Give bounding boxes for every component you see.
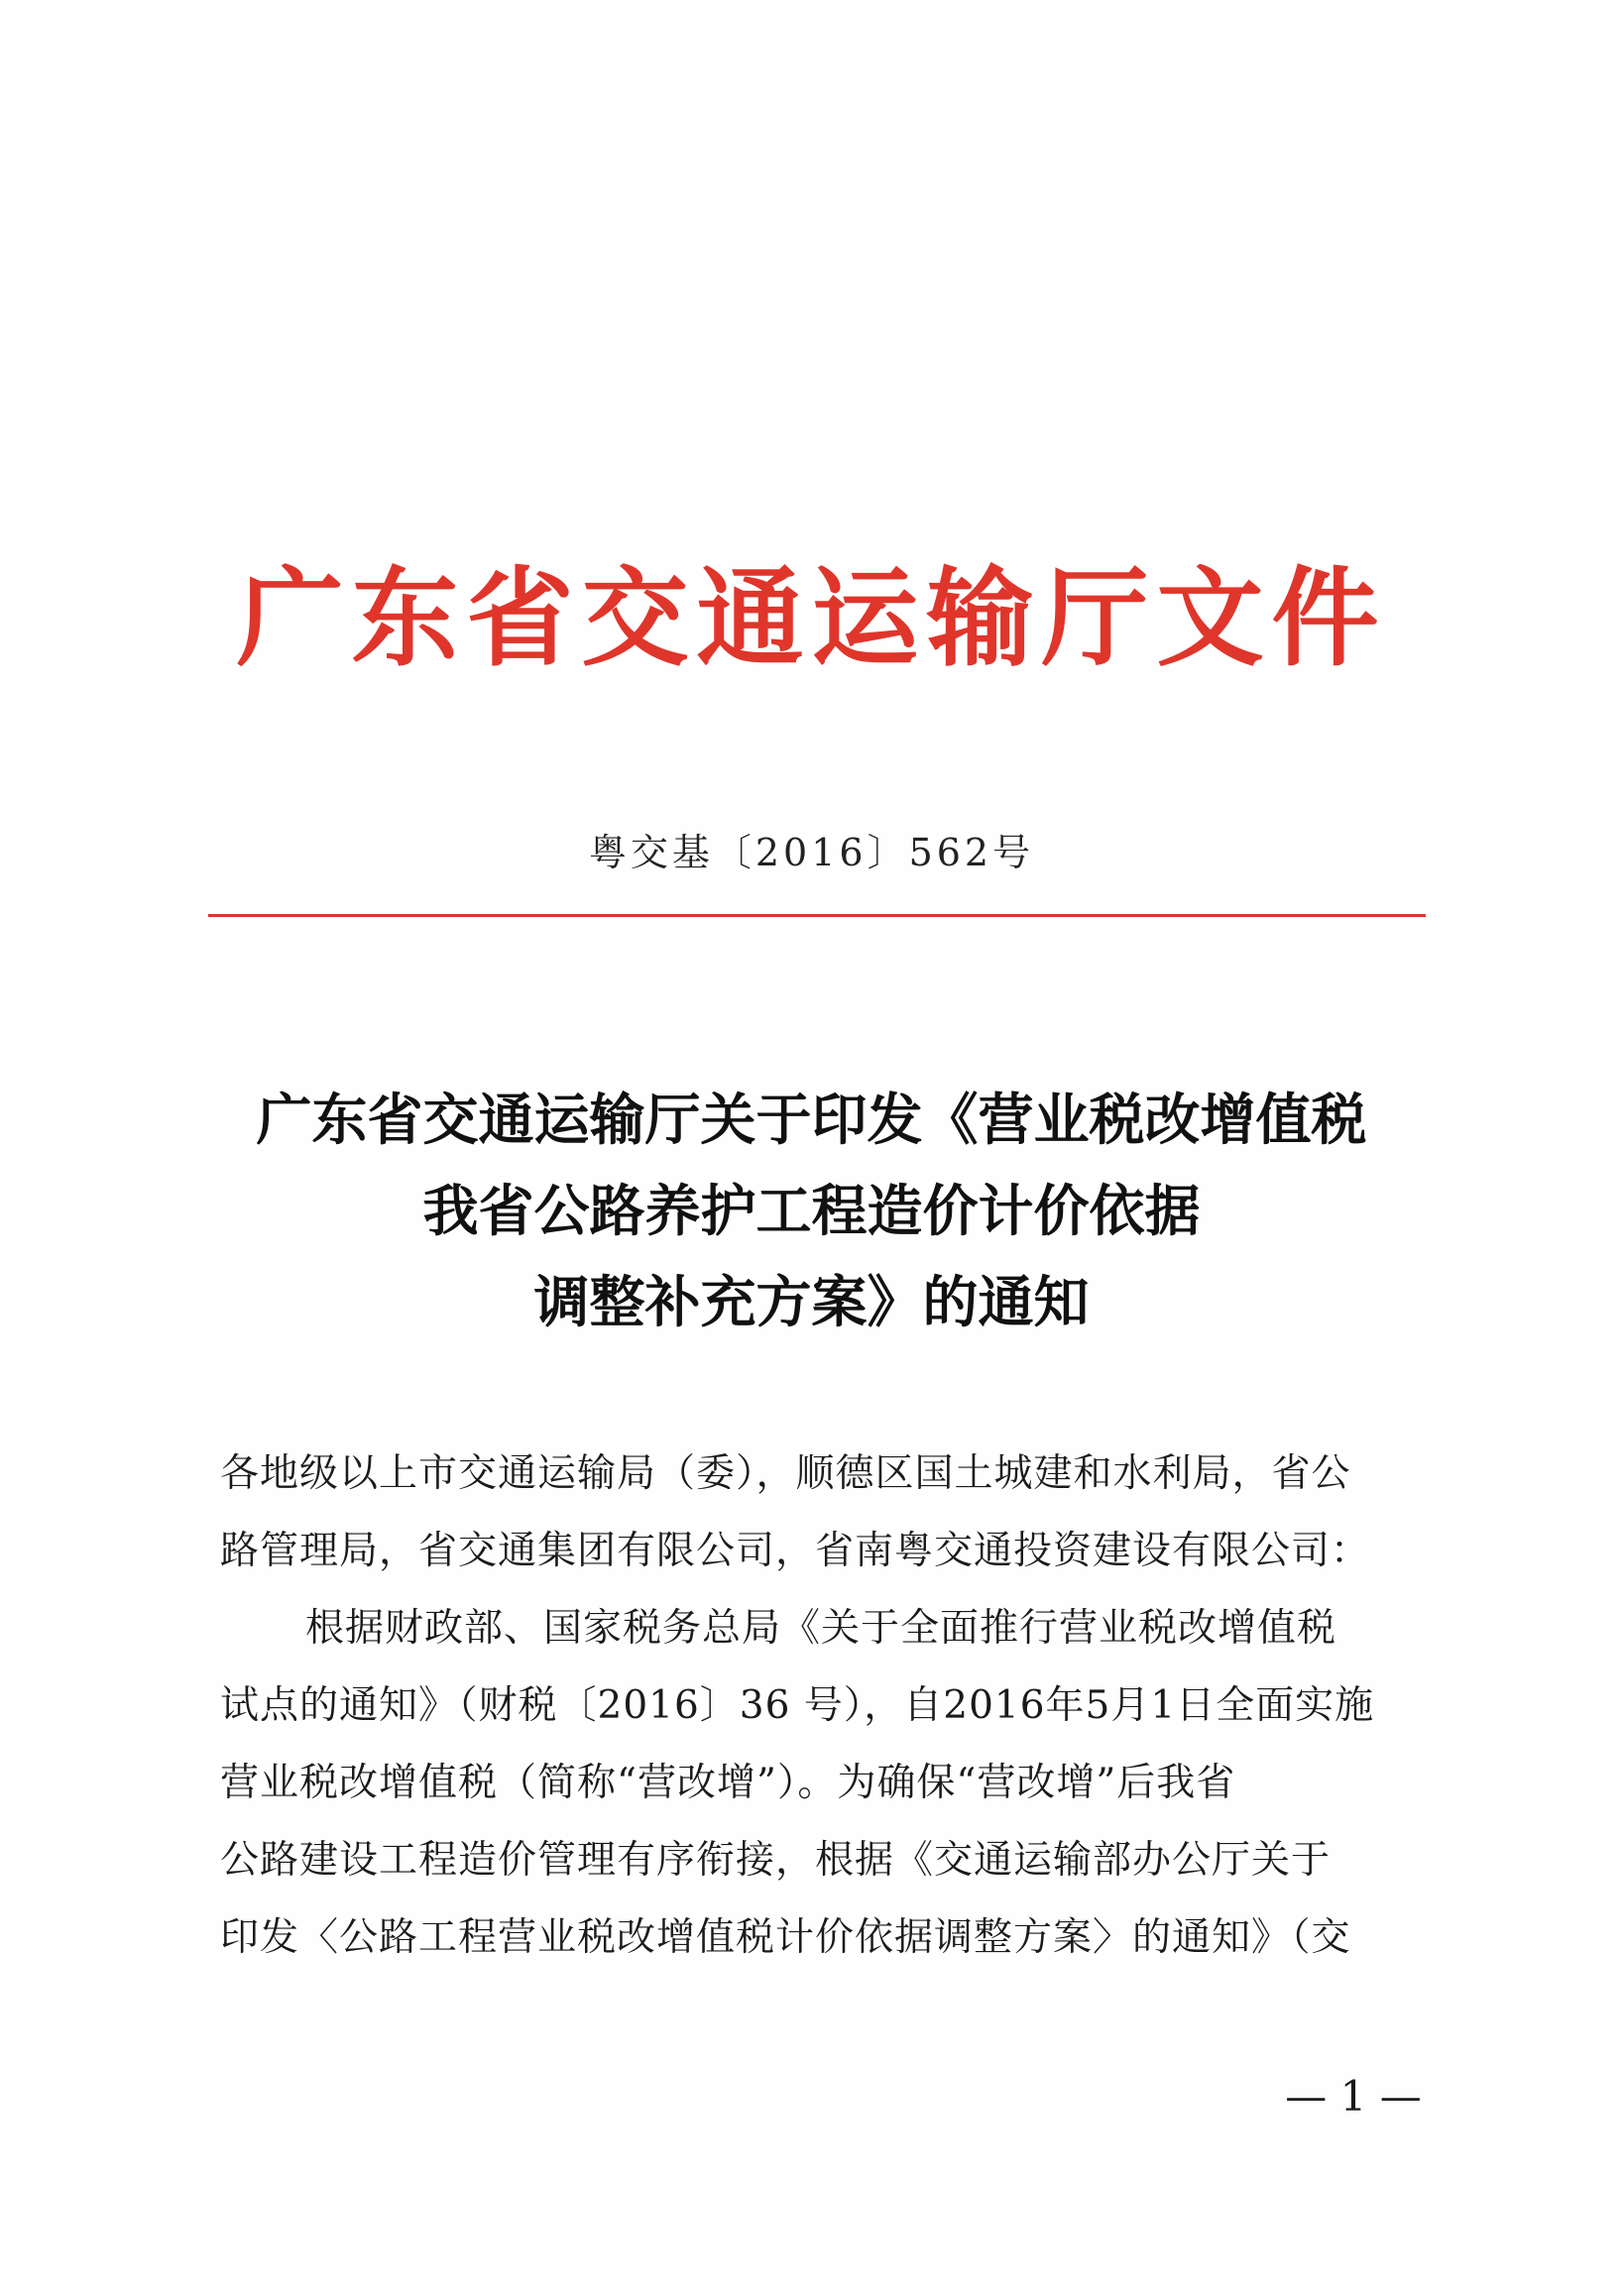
red-divider-line [208,914,1426,917]
masthead-title: 广东省交通运输厅文件 [236,557,1387,681]
body-line: 根据财政部、国家税务总局《关于全面推行营业税改增值税 [305,1606,1337,1651]
body-line: 各地级以上市交通运输局（委），顺德区国土城建和水利局，省公 [220,1451,1351,1496]
notice-title [149,1076,1474,1349]
notice-title-line-3: 调整补充方案》的通知 [533,1271,1090,1335]
document-number: 粤交基〔2016〕562号 [588,831,1035,874]
body-line: 试点的通知》（财税〔2016〕36 号），自2016年5月1日全面实施 [220,1683,1375,1728]
body-line: 公路建设工程造价管理有序衔接，根据《交通运输部办公厅关于 [220,1838,1332,1883]
body-line: 印发〈公路工程营业税改增值税计价依据调整方案〉的通知》（交 [220,1915,1351,1960]
body-line: 营业税改增值税（简称“营改增”）。为确保“营改增”后我省 [220,1761,1236,1805]
notice-title-line-1: 广东省交通运输厅关于印发《营业税改增值税 [256,1089,1367,1153]
page-number: — 1 — [1285,2072,1422,2121]
notice-title-line-2: 我省公路养护工程造价计价依据 [422,1180,1201,1244]
notice-body [220,1435,1420,1977]
body-line: 路管理局，省交通集团有限公司，省南粤交通投资建设有限公司： [220,1529,1371,1573]
